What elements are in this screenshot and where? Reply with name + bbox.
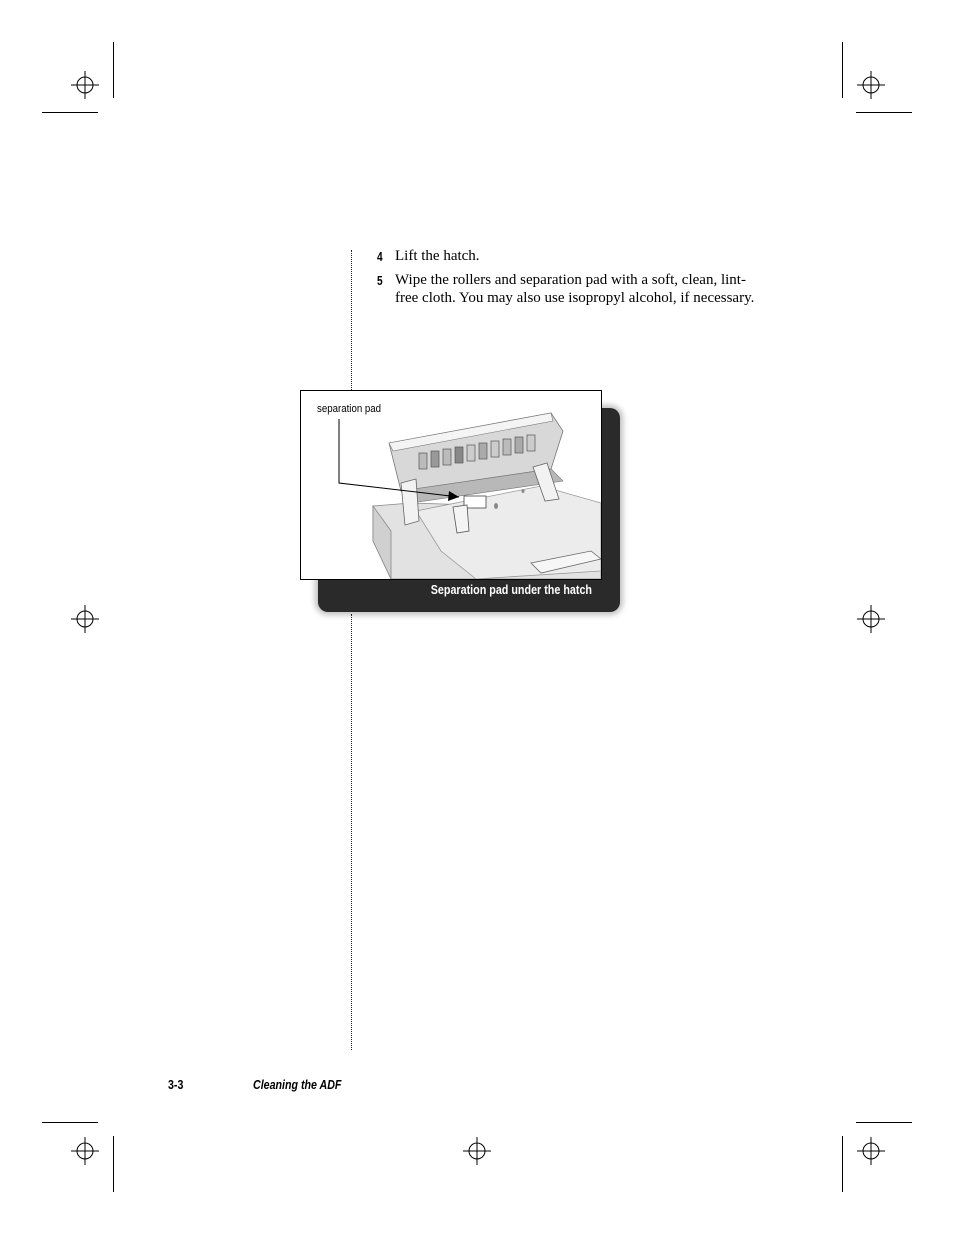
registration-mark-icon [71,1137,99,1165]
crop-mark-top-right-vertical [842,42,843,98]
figure-frame [300,390,602,580]
crop-mark-bottom-left-vertical [113,1136,114,1192]
step-number: 4 [377,249,383,264]
registration-mark-icon [857,605,885,633]
adf-illustration [301,391,601,579]
registration-mark-icon [857,1137,885,1165]
registration-mark-icon [463,1137,491,1165]
figure-caption: Separation pad under the hatch [430,583,592,597]
step-4 [377,248,767,266]
crop-mark-top-right-horizontal [856,112,912,113]
step-5 [377,272,767,307]
registration-mark-icon [71,71,99,99]
step-number: 5 [377,273,383,288]
crop-mark-bottom-right-vertical [842,1136,843,1192]
registration-mark-icon [857,71,885,99]
step-text: Lift the hatch. [395,248,480,264]
margin-rule-upper [351,250,352,390]
crop-mark-bottom-left-horizontal [42,1122,98,1123]
crop-mark-top-left-vertical [113,42,114,98]
registration-mark-icon [71,605,99,633]
page-number: 3-3 [168,1077,184,1092]
crop-mark-bottom-right-horizontal [856,1122,912,1123]
margin-rule-lower [351,614,352,1050]
step-text: Wipe the rollers and separation pad with a soft, clean, lint-free cloth. You may also use isopropyl alcohol, if necessary. [395,272,755,306]
crop-mark-top-left-horizontal [42,112,98,113]
running-footer-title: Cleaning the ADF [253,1077,342,1092]
callout-label: separation pad [317,403,382,415]
